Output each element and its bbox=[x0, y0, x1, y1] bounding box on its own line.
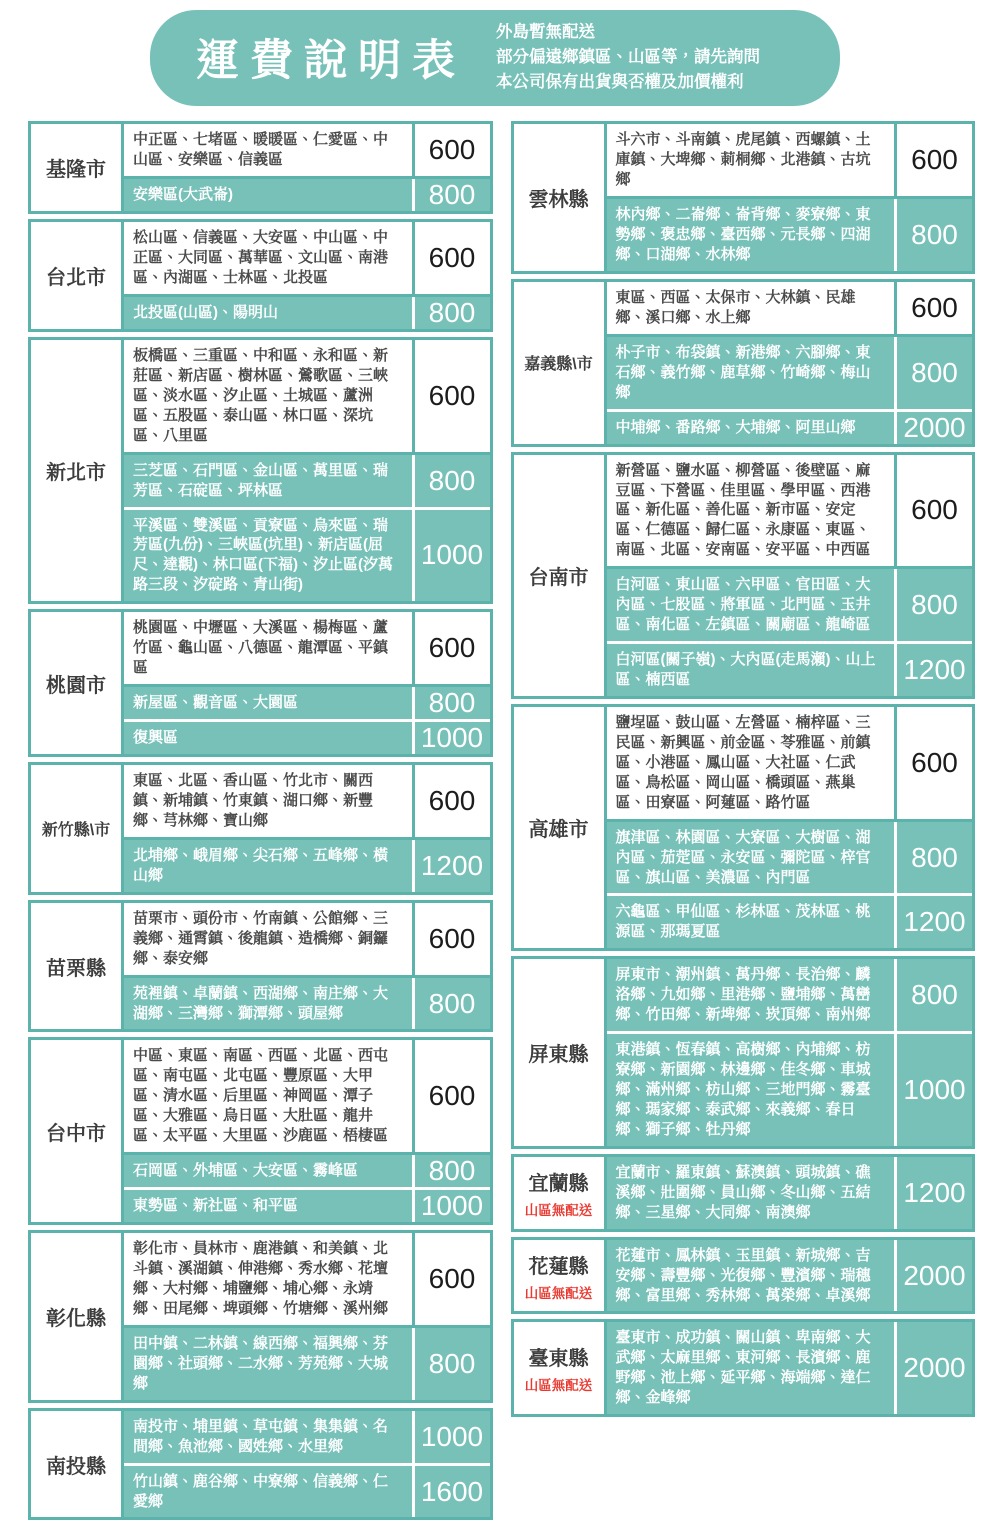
fee-row bbox=[124, 222, 490, 294]
city-name: 桃園市 bbox=[46, 674, 106, 697]
area-list: 彰化市、員林市、鹿港鎮、和美鎮、北斗鎮、溪湖鎮、伸港鄉、秀水鄉、花壇鄉、大村鄉、埔鹽鄉、埔心鄉、永靖鄉、田尾鄉、埤頭鄉、竹塘鄉、溪州鄉 bbox=[133, 1240, 389, 1317]
fee-row bbox=[124, 294, 490, 329]
fee-rows bbox=[607, 124, 973, 271]
city-cell bbox=[514, 455, 607, 696]
area-list: 三芝區、石門區、金山區、萬里區、瑞芳區、石碇區、坪林區 bbox=[124, 455, 412, 507]
city-name: 基隆市 bbox=[46, 159, 106, 182]
city-cell bbox=[514, 124, 607, 271]
price-cell: 800 bbox=[412, 297, 490, 329]
city-name: 嘉義縣\市 bbox=[524, 356, 593, 374]
fee-row bbox=[607, 707, 973, 819]
area-list: 安樂區(大武崙) bbox=[124, 179, 412, 211]
city-name: 新竹縣\市 bbox=[41, 821, 111, 839]
fee-row bbox=[124, 612, 490, 684]
fee-row bbox=[607, 196, 973, 271]
fee-row bbox=[607, 1031, 973, 1146]
city-cell bbox=[31, 222, 124, 329]
area-list: 板橋區、三重區、中和區、永和區、新莊區、新店區、樹林區、鶯歌區、三峽區、淡水區、汐止區、土城區、蘆洲區、五股區、泰山區、林口區、深坑區、八里區 bbox=[133, 346, 389, 444]
fee-rows bbox=[607, 1240, 973, 1312]
area-list: 北投區(山區)、陽明山 bbox=[124, 297, 412, 329]
price-cell: 600 bbox=[412, 124, 490, 176]
area-list: 中埔鄉、番路鄉、大埔鄉、阿里山鄉 bbox=[607, 412, 895, 444]
price-cell: 600 bbox=[894, 455, 972, 567]
header-note-line: 本公司保有出貨與否權及加價權利 bbox=[496, 72, 744, 91]
city-group bbox=[28, 121, 493, 214]
price-cell: 600 bbox=[412, 903, 490, 975]
city-group bbox=[511, 704, 976, 951]
city-name: 新北市 bbox=[46, 462, 106, 485]
fee-row bbox=[124, 176, 490, 211]
price-cell: 1600 bbox=[412, 1466, 490, 1518]
area-list: 朴子市、布袋鎮、新港鄉、六腳鄉、東石鄉、義竹鄉、鹿草鄉、竹崎鄉、梅山鄉 bbox=[607, 337, 895, 409]
city-cell bbox=[31, 124, 124, 211]
area-list: 復興區 bbox=[124, 722, 412, 754]
fee-table-right bbox=[511, 121, 976, 1417]
area-list: 白河區(關子嶺)、大內區(走馬瀨)、山上區、楠西區 bbox=[607, 644, 895, 696]
price-cell: 1000 bbox=[412, 1411, 490, 1463]
city-group bbox=[28, 609, 493, 757]
city-group bbox=[511, 956, 976, 1149]
price-cell: 2000 bbox=[894, 1240, 972, 1312]
fee-row bbox=[124, 1152, 490, 1187]
fee-row bbox=[607, 1240, 973, 1312]
city-cell bbox=[514, 282, 607, 444]
fee-table-left bbox=[28, 121, 493, 1520]
fee-row bbox=[124, 765, 490, 837]
fee-row bbox=[124, 1411, 490, 1463]
price-cell: 800 bbox=[894, 569, 972, 641]
city-name: 台北市 bbox=[46, 267, 106, 290]
price-cell: 1000 bbox=[412, 510, 490, 602]
area-list: 東港鎮、恆春鎮、高樹鄉、內埔鄉、枋寮鄉、新園鄉、林邊鄉、佳冬鄉、車城鄉、滿州鄉、枋山鄉、三地門鄉、霧臺鄉、瑪家鄉、泰武鄉、來義鄉、春日鄉、獅子鄉、牡丹鄉 bbox=[607, 1034, 895, 1146]
price-cell: 600 bbox=[412, 1040, 490, 1152]
price-cell: 800 bbox=[894, 337, 972, 409]
price-cell: 800 bbox=[412, 1328, 490, 1400]
fee-rows bbox=[607, 959, 973, 1146]
fee-rows bbox=[607, 1322, 973, 1414]
area-list: 花蓮市、鳳林鎮、玉里鎮、新城鄉、吉安鄉、壽豐鄉、光復鄉、豐濱鄉、瑞穗鄉、富里鄉、秀林鄉、萬榮鄉、卓溪鄉 bbox=[607, 1240, 895, 1312]
city-cell bbox=[31, 903, 124, 1030]
city-group bbox=[28, 900, 493, 1033]
area-list: 南投市、埔里鎮、草屯鎮、集集鎮、名間鄉、魚池鄉、國姓鄉、水里鄉 bbox=[124, 1411, 412, 1463]
price-cell: 600 bbox=[412, 340, 490, 452]
fee-rows bbox=[124, 1233, 490, 1400]
fee-rows bbox=[124, 903, 490, 1030]
area-list: 中正區、七堵區、暖暖區、仁愛區、中山區、安樂區、信義區 bbox=[133, 131, 389, 169]
city-group bbox=[28, 1037, 493, 1225]
area-list: 鹽埕區、鼓山區、左營區、楠梓區、三民區、新興區、前金區、苓雅區、前鎮區、小港區、鳳山區、大社區、仁武區、鳥松區、岡山區、橋頭區、燕巢區、田寮區、阿蓮區、路竹區 bbox=[615, 713, 871, 811]
fee-row bbox=[607, 893, 973, 948]
price-cell: 600 bbox=[412, 765, 490, 837]
price-cell: 1200 bbox=[894, 896, 972, 948]
price-cell: 1000 bbox=[894, 1034, 972, 1146]
price-cell: 1000 bbox=[412, 722, 490, 754]
fee-row bbox=[607, 282, 973, 334]
price-cell: 2000 bbox=[894, 412, 972, 444]
fee-row bbox=[124, 719, 490, 754]
fee-rows bbox=[124, 1040, 490, 1222]
city-name: 花蓮縣 bbox=[528, 1255, 589, 1278]
price-cell: 2000 bbox=[894, 1322, 972, 1414]
area-list: 新屋區、觀音區、大園區 bbox=[124, 687, 412, 719]
city-cell bbox=[514, 1240, 607, 1312]
area-list: 北埔鄉、峨眉鄉、尖石鄉、五峰鄉、橫山鄉 bbox=[124, 840, 412, 892]
price-cell: 600 bbox=[412, 612, 490, 684]
area-list: 中區、東區、南區、西區、北區、西屯區、南屯區、北屯區、豐原區、大甲區、清水區、后里區、神岡區、潭子區、大雅區、烏日區、大肚區、龍井區、太平區、大里區、沙鹿區、梧棲區 bbox=[133, 1047, 389, 1145]
price-cell: 600 bbox=[894, 124, 972, 196]
city-no-delivery-note: 山區無配送 bbox=[524, 1202, 593, 1218]
city-cell bbox=[31, 1233, 124, 1400]
city-name: 台南市 bbox=[528, 566, 589, 589]
area-list: 宜蘭市、羅東鎮、蘇澳鎮、頭城鎮、礁溪鄉、壯圍鄉、員山鄉、冬山鄉、五結鄉、三星鄉、大同鄉、南澳鄉 bbox=[607, 1157, 895, 1229]
fee-row bbox=[124, 975, 490, 1030]
city-name: 屏東縣 bbox=[528, 1044, 589, 1067]
city-group bbox=[511, 1154, 976, 1232]
city-cell bbox=[31, 340, 124, 601]
city-name: 苗栗縣 bbox=[46, 957, 106, 980]
fee-row bbox=[607, 959, 973, 1031]
fee-row bbox=[607, 1157, 973, 1229]
area-list: 苑裡鎮、卓蘭鎮、西湖鄉、南庄鄉、大湖鄉、三灣鄉、獅潭鄉、頭屋鄉 bbox=[124, 978, 412, 1030]
fee-row bbox=[124, 837, 490, 892]
fee-row bbox=[124, 684, 490, 719]
price-cell: 800 bbox=[894, 959, 972, 1031]
fee-rows bbox=[124, 340, 490, 601]
city-group bbox=[511, 121, 976, 274]
fee-row bbox=[607, 641, 973, 696]
price-cell: 800 bbox=[894, 199, 972, 271]
area-list: 石岡區、外埔區、大安區、霧峰區 bbox=[124, 1155, 412, 1187]
city-name: 彰化縣 bbox=[46, 1307, 106, 1330]
city-cell bbox=[31, 765, 124, 892]
fee-row bbox=[607, 124, 973, 196]
fee-rows bbox=[607, 1157, 973, 1229]
city-name: 雲林縣 bbox=[528, 189, 589, 212]
city-group bbox=[28, 219, 493, 332]
area-list: 白河區、東山區、六甲區、官田區、大內區、七股區、將軍區、北門區、玉井區、南化區、左鎮區、關廟區、龍崎區 bbox=[607, 569, 895, 641]
header-notes bbox=[496, 20, 760, 94]
fee-row bbox=[607, 1322, 973, 1414]
city-cell bbox=[514, 1157, 607, 1229]
city-cell bbox=[514, 959, 607, 1146]
price-cell: 600 bbox=[412, 1233, 490, 1325]
fee-rows bbox=[607, 455, 973, 696]
fee-row bbox=[124, 1040, 490, 1152]
price-cell: 600 bbox=[894, 707, 972, 819]
fee-rows bbox=[124, 124, 490, 211]
price-cell: 800 bbox=[412, 687, 490, 719]
fee-row bbox=[607, 455, 973, 567]
price-cell: 800 bbox=[412, 455, 490, 507]
city-group bbox=[511, 279, 976, 447]
header-note-line: 部分偏遠鄉鎮區、山區等，請先詢問 bbox=[496, 47, 760, 66]
area-list: 東區、西區、太保市、大林鎮、民雄鄉、溪口鄉、水上鄉 bbox=[615, 288, 856, 326]
fee-rows bbox=[124, 765, 490, 892]
fee-row bbox=[124, 1325, 490, 1400]
area-list: 臺東市、成功鎮、關山鎮、卑南鄉、大武鄉、太麻里鄉、東河鄉、長濱鄉、鹿野鄉、池上鄉、延平鄉、海端鄉、達仁鄉、金峰鄉 bbox=[607, 1322, 895, 1414]
fee-row bbox=[607, 566, 973, 641]
fee-rows bbox=[124, 612, 490, 754]
fee-rows bbox=[607, 282, 973, 444]
city-group bbox=[28, 337, 493, 604]
city-cell bbox=[514, 1322, 607, 1414]
price-cell: 800 bbox=[412, 1155, 490, 1187]
area-list: 東勢區、新社區、和平區 bbox=[124, 1190, 412, 1222]
fee-tables bbox=[28, 121, 975, 1520]
city-name: 宜蘭縣 bbox=[528, 1172, 589, 1195]
price-cell: 600 bbox=[894, 282, 972, 334]
fee-row bbox=[124, 507, 490, 602]
area-list: 竹山鎮、鹿谷鄉、中寮鄉、信義鄉、仁愛鄉 bbox=[124, 1466, 412, 1518]
area-list: 林內鄉、二崙鄉、崙背鄉、麥寮鄉、東勢鄉、褒忠鄉、臺西鄉、元長鄉、四湖鄉、口湖鄉、水林鄉 bbox=[607, 199, 895, 271]
city-group bbox=[511, 1319, 976, 1417]
area-list: 六龜區、甲仙區、杉林區、茂林區、桃源區、那瑪夏區 bbox=[607, 896, 895, 948]
area-list: 苗栗市、頭份市、竹南鎮、公館鄉、三義鄉、通霄鎮、後龍鎮、造橋鄉、銅鑼鄉、泰安鄉 bbox=[133, 909, 389, 967]
area-list: 平溪區、雙溪區、貢寮區、烏來區、瑞芳區(九份)、三峽區(坑里)、新店區(屈尺、達觀)、林口區(下福)、汐止區(汐萬路三段、汐碇路、青山街) bbox=[124, 510, 412, 602]
city-cell bbox=[31, 1040, 124, 1222]
city-group bbox=[28, 762, 493, 895]
city-cell bbox=[31, 612, 124, 754]
city-no-delivery-note: 山區無配送 bbox=[524, 1378, 593, 1394]
city-group bbox=[28, 1230, 493, 1403]
area-list: 旗津區、林園區、大寮區、大樹區、湖內區、茄萣區、永安區、彌陀區、梓官區、旗山區、美濃區、內門區 bbox=[607, 822, 895, 894]
area-list: 桃園區、中壢區、大溪區、楊梅區、蘆竹區、龜山區、八德區、龍潭區、平鎮區 bbox=[133, 619, 389, 677]
area-list: 田中鎮、二林鎮、線西鄉、福興鄉、芬園鄉、社頭鄉、二水鄉、芳苑鄉、大城鄉 bbox=[124, 1328, 412, 1400]
price-cell: 800 bbox=[412, 179, 490, 211]
price-cell: 800 bbox=[894, 822, 972, 894]
fee-rows bbox=[124, 1411, 490, 1518]
city-no-delivery-note: 山區無配送 bbox=[524, 1285, 593, 1301]
area-list: 東區、北區、香山區、竹北市、關西鎮、新埔鎮、竹東鎮、湖口鄉、新豐鄉、芎林鄉、寶山鄉 bbox=[133, 772, 374, 829]
fee-rows bbox=[124, 222, 490, 329]
price-cell: 1200 bbox=[412, 840, 490, 892]
city-group bbox=[28, 1408, 493, 1521]
price-cell: 800 bbox=[412, 978, 490, 1030]
city-name: 南投縣 bbox=[46, 1455, 106, 1478]
fee-row bbox=[124, 124, 490, 176]
fee-row bbox=[124, 1233, 490, 1325]
area-list: 斗六市、斗南鎮、虎尾鎮、西螺鎮、土庫鎮、大埤鄉、莿桐鄉、北港鎮、古坑鄉 bbox=[615, 131, 871, 189]
fee-row bbox=[124, 1187, 490, 1222]
price-cell: 600 bbox=[412, 222, 490, 294]
header-pill bbox=[150, 10, 840, 106]
area-list: 松山區、信義區、大安區、中山區、中正區、大同區、萬華區、文山區、南港區、內湖區、士林區、北投區 bbox=[133, 229, 389, 286]
city-cell bbox=[514, 707, 607, 948]
city-group bbox=[511, 1237, 976, 1315]
fee-row bbox=[607, 819, 973, 894]
city-cell bbox=[31, 1411, 124, 1518]
price-cell: 1200 bbox=[894, 644, 972, 696]
city-name: 台中市 bbox=[46, 1122, 106, 1145]
city-name: 臺東縣 bbox=[528, 1348, 589, 1371]
page-title: 運費說明表 bbox=[196, 36, 466, 85]
fee-row bbox=[124, 452, 490, 507]
price-cell: 1200 bbox=[894, 1157, 972, 1229]
area-list: 屏東市、潮州鎮、萬丹鄉、長治鄉、麟洛鄉、九如鄉、里港鄉、鹽埔鄉、萬巒鄉、竹田鄉、新埤鄉、崁頂鄉、南州鄉 bbox=[607, 959, 895, 1031]
fee-row bbox=[124, 1463, 490, 1518]
fee-row bbox=[607, 334, 973, 409]
city-group bbox=[511, 452, 976, 699]
city-name: 高雄市 bbox=[528, 819, 589, 842]
fee-row bbox=[607, 409, 973, 444]
fee-rows bbox=[607, 707, 973, 948]
area-list: 新營區、鹽水區、柳營區、後壁區、麻豆區、下營區、佳里區、學甲區、西港區、新化區、善化區、新市區、安定區、仁德區、歸仁區、永康區、東區、南區、北區、安南區、安平區、中西區 bbox=[615, 461, 871, 559]
price-cell: 1000 bbox=[412, 1190, 490, 1222]
header bbox=[28, 10, 975, 106]
fee-row bbox=[124, 903, 490, 975]
fee-row bbox=[124, 340, 490, 452]
header-note-line: 外島暫無配送 bbox=[496, 23, 595, 41]
